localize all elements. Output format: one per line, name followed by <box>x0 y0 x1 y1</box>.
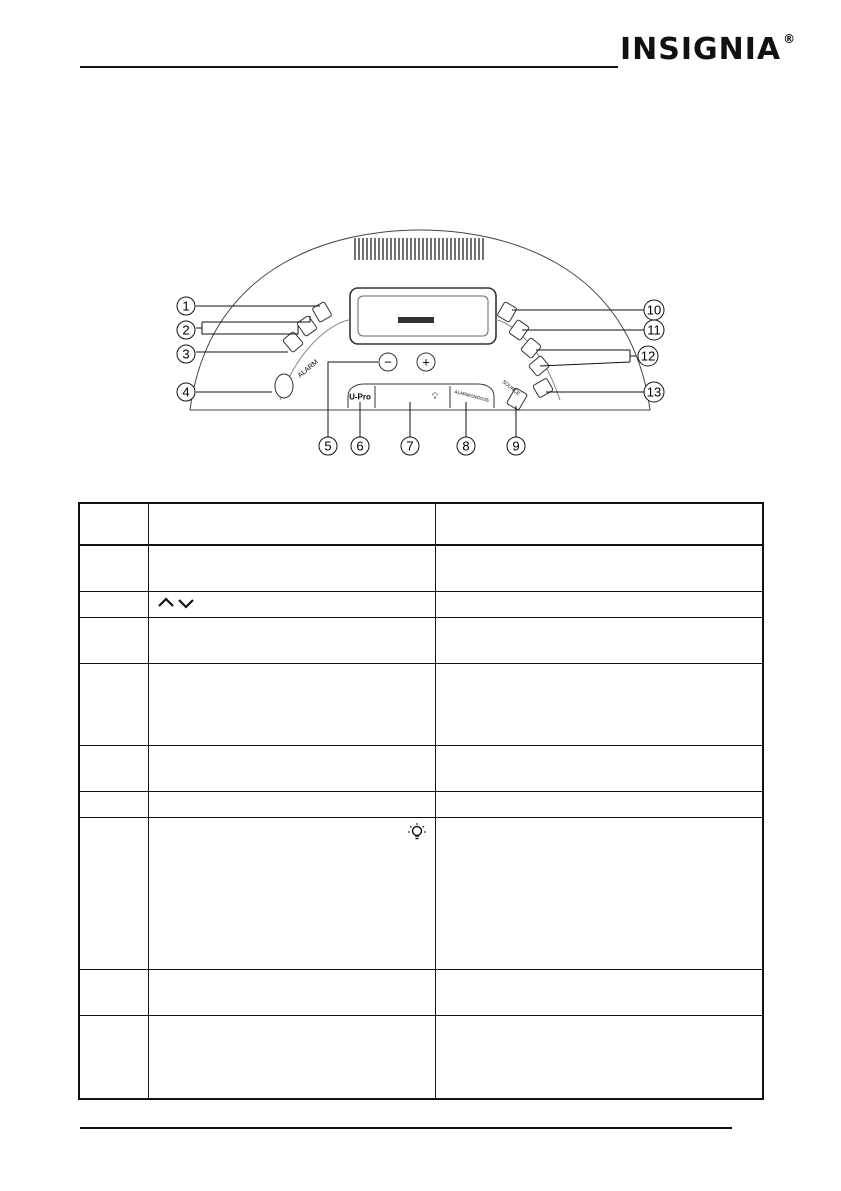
callout-3 <box>177 345 195 363</box>
row-component <box>149 817 436 969</box>
device-top-view <box>160 200 680 460</box>
callout-12 <box>638 346 658 366</box>
table-row <box>79 817 763 969</box>
table-row <box>79 791 763 817</box>
callout-1 <box>177 297 195 315</box>
row-number <box>79 663 149 745</box>
svg-text:4: 4 <box>182 384 190 400</box>
svg-text:9: 9 <box>512 438 520 454</box>
row-description <box>436 817 764 969</box>
row-description <box>436 545 764 591</box>
svg-text:7: 7 <box>406 438 414 454</box>
header-number <box>79 503 149 545</box>
row-component <box>149 663 436 745</box>
row-component <box>149 969 436 1015</box>
row-number <box>79 791 149 817</box>
row-number <box>79 745 149 791</box>
row-component <box>149 791 436 817</box>
dock-connector <box>398 317 434 323</box>
row-description <box>436 969 764 1015</box>
svg-text:10: 10 <box>646 302 662 318</box>
source-label: SOURCE <box>500 378 521 398</box>
row-description <box>436 791 764 817</box>
minus-label: − <box>384 354 392 370</box>
row-component <box>149 591 436 617</box>
callout-10 <box>644 300 664 320</box>
svg-text:12: 12 <box>640 348 656 364</box>
svg-text:2: 2 <box>182 322 190 338</box>
callout-11 <box>644 320 664 340</box>
callout-13 <box>644 382 664 402</box>
svg-text:11: 11 <box>647 322 661 338</box>
svg-text:3: 3 <box>182 346 190 362</box>
callout-7 <box>401 437 419 455</box>
chevron-up-icon <box>159 599 173 606</box>
row-number <box>79 591 149 617</box>
upro-label[interactable]: U-Pro <box>349 392 371 402</box>
table-row <box>79 663 763 745</box>
svg-text:1: 1 <box>182 298 190 314</box>
alarm-snooze-label[interactable]: ALARM/SNOOZE <box>454 388 490 404</box>
chevron-down-icon <box>179 600 193 607</box>
row-number <box>79 1015 149 1099</box>
svg-text:5: 5 <box>324 438 332 454</box>
table-row <box>79 545 763 591</box>
table-row <box>79 591 763 617</box>
up-down-icons <box>157 596 195 610</box>
device-diagram <box>160 200 680 460</box>
light-bulb-icon[interactable]: 💡︎ <box>431 391 439 401</box>
callout-9 <box>507 437 525 455</box>
brand-logo: INSIGNIA ® <box>620 32 797 67</box>
row-component <box>149 745 436 791</box>
svg-text:13: 13 <box>646 384 662 400</box>
footer-rule <box>80 1127 732 1129</box>
callout-6 <box>351 437 369 455</box>
row-component <box>149 545 436 591</box>
alarm-label: ALARM <box>296 358 320 380</box>
svg-text:8: 8 <box>462 438 470 454</box>
component-table <box>78 502 764 1100</box>
row-description <box>436 617 764 663</box>
header-description <box>436 503 764 545</box>
callout-5 <box>319 437 337 455</box>
callout-8 <box>457 437 475 455</box>
row-number <box>79 617 149 663</box>
alarm-switch[interactable] <box>275 374 293 398</box>
row-number <box>79 817 149 969</box>
row-number <box>79 969 149 1015</box>
light-bulb-icon <box>407 822 427 842</box>
row-component <box>149 1015 436 1099</box>
table-row <box>79 1015 763 1099</box>
callout-2 <box>177 321 195 339</box>
svg-text:6: 6 <box>356 438 364 454</box>
table-row <box>79 969 763 1015</box>
header-component <box>149 503 436 545</box>
table-row <box>79 745 763 791</box>
table-row <box>79 617 763 663</box>
table-header-row <box>79 503 763 545</box>
plus-label: + <box>422 354 430 370</box>
row-description <box>436 663 764 745</box>
row-number <box>79 545 149 591</box>
row-description <box>436 1015 764 1099</box>
row-component <box>149 617 436 663</box>
header-rule <box>80 66 618 68</box>
row-description <box>436 745 764 791</box>
callout-4 <box>177 383 195 401</box>
row-description <box>436 591 764 617</box>
